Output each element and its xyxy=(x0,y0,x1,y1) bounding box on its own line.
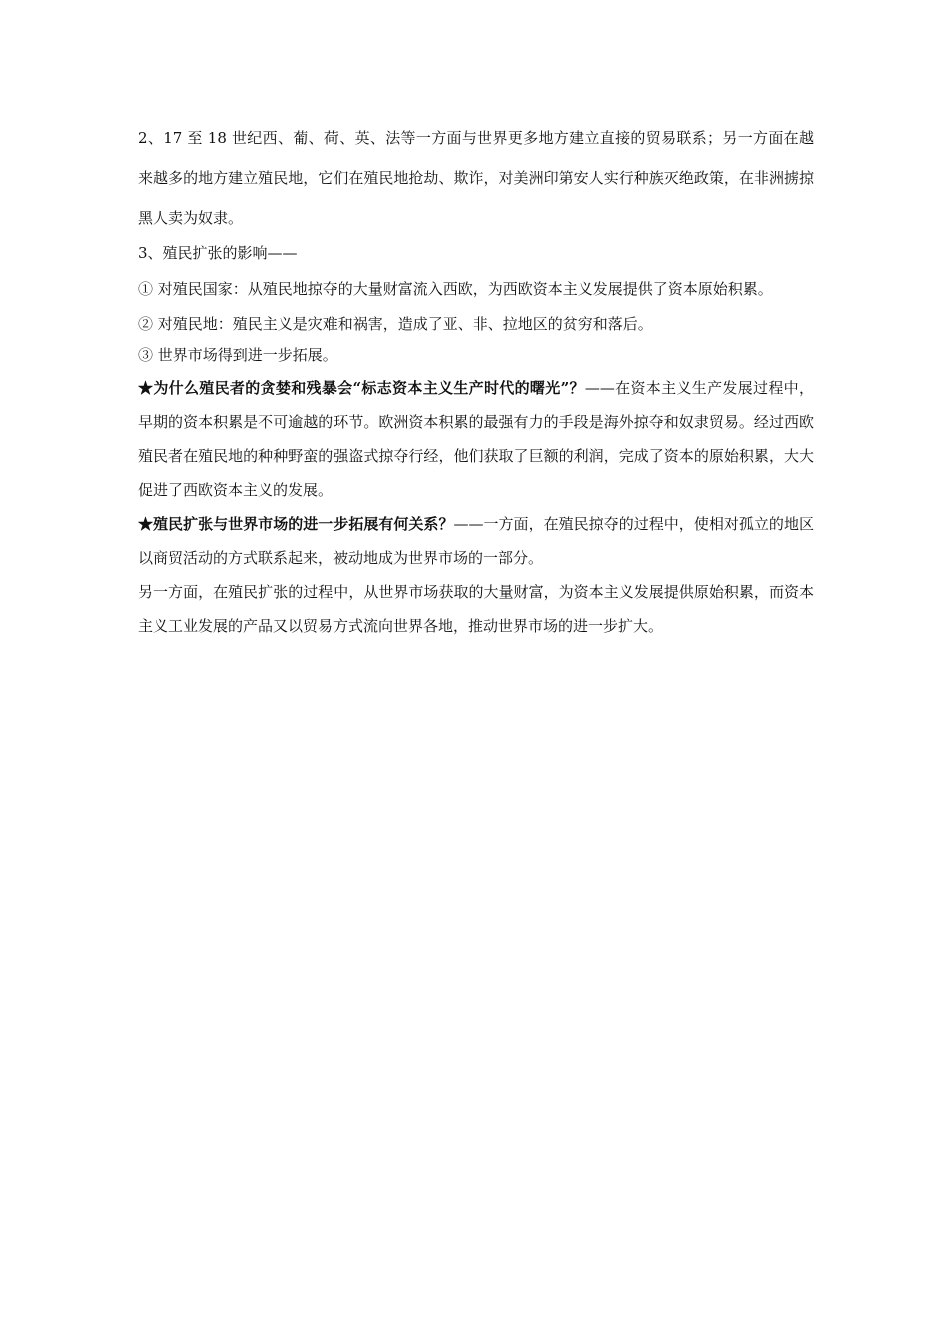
question-colonial-expansion-market xyxy=(138,507,814,575)
paragraph-world-market: ③ 世界市场得到进一步拓展。 xyxy=(138,346,338,364)
paragraph-other-aspect: 另一方面，在殖民扩张的过程中，从世界市场获取的大量财富，为资本主义发展提供原始积累，而资本主义工业发展的产品又以贸易方式流向世界各地，推动世界市场的进一步扩大。 xyxy=(138,583,814,635)
question-colonial-expansion-market-title: ★殖民扩张与世界市场的进一步拓展有何关系？ xyxy=(138,515,454,533)
question-dawn-of-capitalism xyxy=(138,371,814,507)
document-page xyxy=(138,118,814,643)
paragraph-impact-colonies: ② 对殖民地：殖民主义是灾难和祸害，造成了亚、非、拉地区的贫穷和落后。 xyxy=(138,315,653,333)
question-dawn-of-capitalism-title: ★为什么殖民者的贪婪和残暴会“标志资本主义生产时代的曙光”？ xyxy=(138,379,585,397)
question-dawn-of-capitalism-answer: ——在资本主义生产发展过程中，早期的资本积累是不可逾越的环节。欧洲资本积累的最强有力的手段是海外掠夺和奴隶贸易。经过西欧殖民者在殖民地的种种野蛮的强盗式掠夺行经，他们获取了巨额的利润，完成了资本的原始积累，大大促进了西欧资本主义的发展。 xyxy=(138,379,814,499)
question-colonial-expansion-market-answer: ——一方面，在殖民掠夺的过程中，使相对孤立的地区以商贸活动的方式联系起来，被动地成为世界市场的一部分。 xyxy=(138,515,814,567)
heading-colonial-impact: 3、殖民扩张的影响—— xyxy=(138,244,298,262)
paragraph-impact-colonizers: ① 对殖民国家：从殖民地掠夺的大量财富流入西欧，为西欧资本主义发展提供了资本原始积累。 xyxy=(138,280,773,298)
paragraph-colonial-trade: 2、17 至 18 世纪西、葡、荷、英、法等一方面与世界更多地方建立直接的贸易联系；另一方面在越来越多的地方建立殖民地，它们在殖民地抢劫、欺诈，对美洲印第安人实行种族灭绝政策，在非洲掳掠黑人卖为奴隶。 xyxy=(138,129,814,227)
